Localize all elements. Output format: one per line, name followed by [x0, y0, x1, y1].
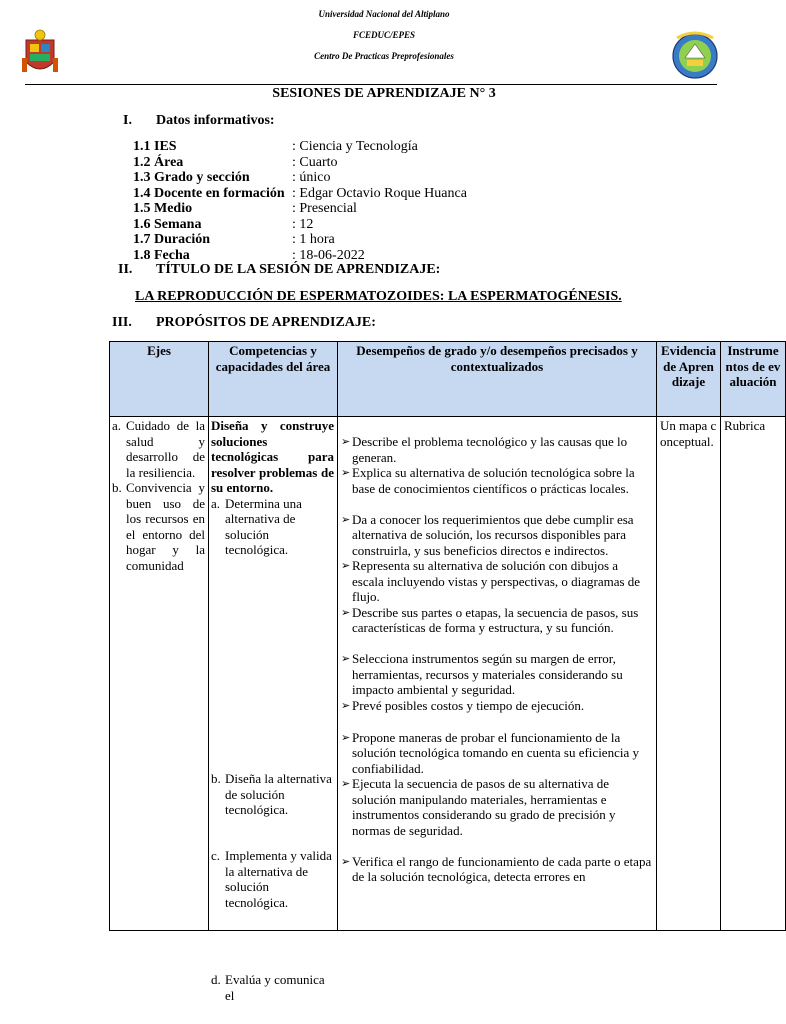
desempeno-group	[341, 434, 653, 496]
bullet-arrow-icon: ➢	[341, 855, 351, 868]
list-item	[341, 776, 653, 838]
header-center: Centro De Practicas Preprofesionales	[314, 51, 454, 61]
info-value: : Edgar Octavio Roque Huanca	[292, 185, 467, 201]
list-item	[341, 558, 653, 605]
ejes-cell	[110, 417, 209, 931]
header-competencias: Competencias y capacidades del área	[209, 342, 338, 417]
bullet-arrow-icon: ➢	[341, 653, 351, 665]
list-marker: c.	[211, 848, 221, 863]
capacidad-item	[211, 848, 334, 910]
info-key: 1.4 Docente en formación	[133, 185, 285, 201]
competencias-cell	[209, 417, 338, 1003]
info-key: 1.2 Área	[133, 154, 184, 170]
desempeno-group	[341, 651, 653, 714]
header-ejes: Ejes	[110, 342, 209, 417]
desempeno-group	[341, 512, 653, 636]
bullet-arrow-icon: ➢	[341, 560, 351, 572]
desempeno-text: Ejecuta la secuencia de pasos de su alternativa de solución manipulando materiales, herramientas e instrumentos considerando su grado de precisión y normas de seguridad.	[352, 776, 616, 838]
list-item	[341, 730, 653, 777]
info-key: 1.8 Fecha	[133, 247, 190, 263]
list-item	[341, 434, 653, 465]
info-value: : Presencial	[292, 201, 357, 216]
university-crest-logo	[22, 28, 58, 78]
bullet-arrow-icon: ➢	[341, 436, 351, 448]
list-marker: d.	[211, 972, 221, 987]
info-key: 1.7 Duración	[133, 232, 210, 247]
desempeno-text: Verifica el rango de funcionamiento de cada parte o etapa de la solución tecnológica, detecta errores en	[352, 853, 652, 884]
list-marker: a.	[211, 495, 221, 511]
list-item	[112, 418, 205, 480]
info-key: 1.3 Grado y sección	[133, 170, 250, 185]
section3-title: PROPÓSITOS DE APRENDIZAJE:	[156, 315, 376, 330]
info-key: 1.1 IES	[133, 139, 177, 154]
table-row	[110, 417, 786, 931]
info-key: 1.6 Semana	[133, 216, 202, 232]
list-item	[341, 605, 653, 636]
bullet-arrow-icon: ➢	[341, 467, 351, 479]
info-value: : 12	[292, 216, 314, 232]
info-value: : 18-06-2022	[292, 247, 365, 263]
list-text: Cuidado de la salud y desarrollo de la resiliencia.	[126, 418, 205, 480]
desempeno-text: Describe sus partes o etapas, la secuencia de pasos, sus características de forma y estructura, y su función.	[352, 604, 639, 635]
info-list	[0, 139, 768, 263]
capacidad-item	[211, 771, 334, 818]
desempeno-text: Prevé posibles costos y tiempo de ejecución.	[352, 697, 585, 713]
bullet-arrow-icon: ➢	[341, 606, 351, 619]
competencia-text: Diseña y construye soluciones tecnológicas para resolver problemas de su entorno.	[211, 418, 334, 495]
info-value: : Cuarto	[292, 154, 338, 170]
desempeno-group	[341, 730, 653, 839]
desempeno-text: Propone maneras de probar el funcionamiento de la solución tecnológica tomando en cuenta su eficiencia y confiabilidad.	[352, 729, 639, 776]
section3-number: III.	[112, 315, 132, 330]
capacidad-text: Evalúa y comunica el	[225, 972, 325, 1003]
list-item	[341, 465, 653, 496]
header-desempenos: Desempeños de grado y/o desempeños precisados y contextualizados	[338, 342, 657, 417]
desempeno-text: Selecciona instrumentos según su margen de error, herramientas, recursos y materiales considerando su impacto ambiental y seguridad.	[352, 651, 623, 697]
header-divider	[25, 84, 717, 85]
header-university: Universidad Nacional del Altiplano	[318, 9, 450, 19]
info-value: : único	[292, 170, 331, 185]
capacidad-item	[211, 496, 334, 558]
header-instrumentos: Instrumentos de evaluación	[721, 342, 786, 417]
desempeno-text: Representa su alternativa de solución con dibujos a escala incluyendo vistas y perspectivas, o diagramas de flujo.	[352, 558, 641, 604]
desempeno-text: Describe el problema tecnológico y las causas que lo generan.	[352, 434, 628, 465]
list-marker: a.	[112, 418, 122, 433]
list-item	[341, 651, 653, 698]
bullet-arrow-icon: ➢	[341, 731, 351, 744]
list-item	[341, 698, 653, 715]
capacidad-text: Determina una alternativa de solución tecnológica.	[225, 495, 302, 557]
desempenos-cell	[338, 417, 657, 931]
table-header-row	[110, 342, 786, 417]
capacidad-text: Implementa y valida la alternativa de solución tecnológica.	[225, 848, 332, 910]
desempeno-text: Da a conocer los requerimientos que debe cumplir esa alternativa de solución, los recursos disponibles para construirla, y sus beneficios directos e indirectos.	[352, 511, 634, 558]
list-item	[341, 854, 653, 885]
list-marker: b.	[112, 480, 122, 495]
capacidad-item	[211, 972, 334, 1003]
section2-number: II.	[118, 262, 133, 277]
desempeno-group	[341, 854, 653, 885]
info-value: : 1 hora	[292, 232, 335, 247]
list-item	[112, 480, 205, 573]
bullet-arrow-icon: ➢	[341, 778, 351, 790]
list-text: Convivencia y buen uso de los recursos en el entorno del hogar y la comunidad	[126, 480, 205, 573]
session-title: LA REPRODUCCIÓN DE ESPERMATOZOIDES: LA ESPERMATOGÉNESIS.	[135, 289, 622, 304]
header-faculty: FCEDUC/EPES	[352, 30, 416, 40]
evidencia-cell: Un mapa conceptual.	[657, 417, 721, 931]
desempeno-text: Explica su alternativa de solución tecnológica sobre la base de conocimientos científicos o prácticas locales.	[352, 465, 635, 496]
info-key: 1.5 Medio	[133, 201, 193, 216]
bullet-arrow-icon: ➢	[341, 513, 351, 526]
header-evidencia: Evidencia de Aprendizaje	[657, 342, 721, 417]
page-title: SESIONES DE APRENDIZAJE N° 3	[272, 86, 496, 101]
capacidad-text: Diseña la alternativa de solución tecnológica.	[225, 771, 332, 817]
instrumento-cell: Rubrica	[721, 417, 786, 931]
info-value: : Ciencia y Tecnología	[292, 139, 418, 154]
list-item	[341, 512, 653, 559]
faculty-seal-logo	[671, 30, 719, 80]
section2-title: TÍTULO DE LA SESIÓN DE APRENDIZAJE:	[156, 262, 441, 277]
section1-title: Datos informativos:	[156, 113, 275, 128]
bullet-arrow-icon: ➢	[341, 699, 351, 712]
learning-purposes-table	[109, 341, 786, 1003]
section1-number: I.	[123, 113, 132, 128]
list-marker: b.	[211, 771, 221, 786]
